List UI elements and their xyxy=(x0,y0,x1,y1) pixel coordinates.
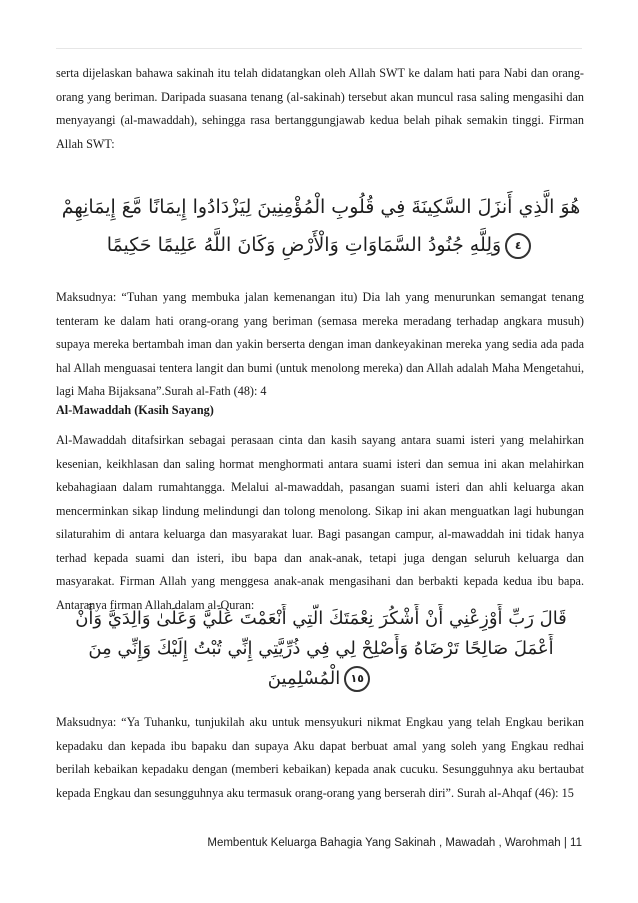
quran-verse-al-ahqaf xyxy=(60,604,582,694)
quran-verse-al-fath xyxy=(60,188,582,264)
verse-line-with-number xyxy=(60,226,582,264)
paragraph-intro: serta dijelaskan bahawa sakinah itu telah didatangkan oleh Allah SWT ke dalam hati para Nabi dan orang-orang yang beriman. Daripada suasana tenang (al-sakinah) tersebut akan muncul rasa saling mengasihi dan menyayangi (al-mawaddah), sehingga rasa bertanggungjawab kedua belah pihak semakin tinggi. Firman Allah SWT: xyxy=(56,66,584,151)
verse-line-with-number xyxy=(60,664,582,694)
verse-line: قَالَ رَبِّ أَوْزِعْنِي أَنْ أَشْكُرَ نِعْمَتَكَ الَّتِي أَنْعَمْتَ عَلَيَّ وَعَلَىٰ وَالِدَيَّ وَأَنْ xyxy=(75,608,567,629)
paragraph-translation-al-ahqaf: Maksudnya: “Ya Tuhanku, tunjukilah aku untuk mensyukuri nikmat Engkau yang telah Engkau berikan kepadaku dan kepada ibu bapaku dan supaya Aku dapat berbuat amal yang soleh yang Engkau redhai berilah kebaikan kepadaku dengan (memberi kebaikan) kepada anak cucuku. Sesungguhnya aku bertaubat kepada Engkau dan sesungguhnya aku termasuk orang-orang yang berserah diri”. Surah al-Ahqaf (46): 15 xyxy=(56,715,584,800)
verse-line: أَعْمَلَ صَالِحًا تَرْضَاهُ وَأَصْلِحْ لِي فِي ذُرِّيَّتِي إِنِّي تُبْتُ إِلَيْكَ وَإِنِّي مِنَ xyxy=(88,638,554,659)
verse-line: وَلِلَّهِ جُنُودُ السَّمَاوَاتِ وَالْأَرْضِ وَكَانَ اللَّهُ عَلِيمًا حَكِيمًا xyxy=(106,234,502,256)
section-heading: Al-Mawaddah (Kasih Sayang) xyxy=(56,403,214,417)
paragraph-al-mawaddah: Al-Mawaddah ditafsirkan sebagai perasaan cinta dan kasih sayang antara suami isteri yang melahirkan kesenian, keikhlasan dan saling hormat menghormati antara suami isteri dan semua ini akan melahirkan kebahagiaan dalam rumahtangga. Melalui al-mawaddah, pasangan suami isteri dan ahli keluarga akan mencerminkan sikap lindung melindungi dan tolong menolong. Sikap ini akan menguatkan lagi hubungan silaturahim di antara keluarga dan masyarakat luar. Bagi pasangan campur, al-mawaddah ini tidak hanya terhad kepada suami dan isteri, ibu bapa dan anak-anak, tetapi juga dengan seluruh keluarga dan masyarakat. Firman Allah yang menggesa anak-anak mengasihani dan berbakti kepada kedua ibu bapa. Antaranya firman Allah dalam al-Quran: xyxy=(56,433,584,612)
verse-number-icon: ١٥ xyxy=(344,666,370,692)
verse-line: هُوَ الَّذِي أَنزَلَ السَّكِينَةَ فِي قُلُوبِ الْمُؤْمِنِينَ لِيَزْدَادُوا إِيمَانًا مَّعَ إِيمَانِهِمْ xyxy=(61,196,581,218)
page-footer: Membentuk Keluarga Bahagia Yang Sakinah , Mawadah , Warohmah | 11 xyxy=(207,837,582,849)
verse-line: الْمُسْلِمِينَ xyxy=(267,668,341,689)
verse-number-icon: ٤ xyxy=(505,233,531,259)
paragraph-translation-al-fath: Maksudnya: “Tuhan yang membuka jalan kemenangan itu) Dia lah yang menurunkan semangat tenang tenteram ke dalam hati orang-orang yang beriman (semasa mereka meradang terhadap angkara musuh) supaya mereka bertambah iman dan yakin berserta dengan iman dankeyakinan mereka yang sedia ada pada hal Allah menguasai tentera langit dan bumi (untuk menolong mereka) dan Allah adalah Maha Mengetahui, lagi Maha Bijaksana”.Surah al-Fath (48): 4 xyxy=(56,290,584,398)
header-divider xyxy=(56,48,582,49)
